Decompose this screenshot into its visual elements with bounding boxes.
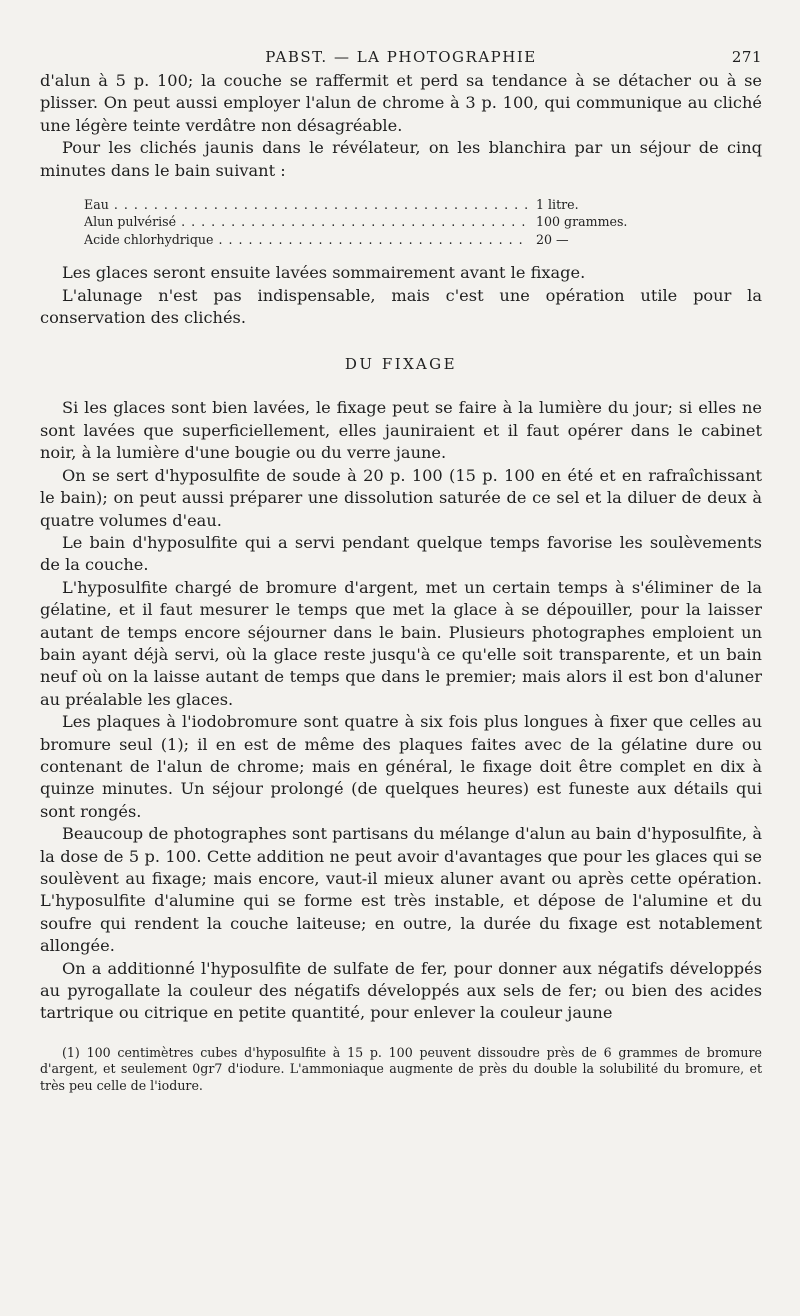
- footnote: (1) 100 centimètres cubes d'hyposulfite à 15 p. 100 peuvent dissoudre près de 6 grammes de bromure d'argent, et seulement 0gr7 d'iodure. L'ammoniaque augmente de près du double la solubilité du bromure, et très peu celle de l'iodure.: [40, 1044, 762, 1094]
- recipe-ingredient: Eau . . .: [84, 196, 528, 213]
- paragraph: d'alun à 5 p. 100; la couche se raffermit et perd sa tendance à se détacher ou à se plisser. On peut aussi employer l'alun de chrome à 3 p. 100, qui communique au cliché une légère teinte verdâtre non désagréable.: [40, 71, 762, 135]
- page-number: 271: [731, 48, 762, 66]
- recipe-quantity: 20 —: [536, 231, 569, 247]
- section-heading: DU FIXAGE: [344, 355, 458, 374]
- paragraph: Les plaques à l'iodobromure sont quatre à six fois plus longues à fixer que celles au bromure seul (1); il en est de même des plaques faites avec de la gélatine dure ou contenant de l'alun de chrome; mais en général, le fixage doit être complet en dix à quinze minutes. Un séjour prolongé (de quelques heures) est funeste aux détails qui sont rongés.: [40, 712, 762, 821]
- page-header: [40, 40, 762, 70]
- paragraph: Les glaces seront ensuite lavées sommairement avant le fixage.: [62, 263, 586, 283]
- recipe-ingredient: Alun pulvérisé . . .: [84, 213, 528, 230]
- paragraph: Pour les clichés jaunis dans le révélateur, on les blanchira par un séjour de cinq minutes dans le bain suivant :: [40, 138, 762, 180]
- recipe-item: [84, 213, 644, 230]
- paragraph: Si les glaces sont bien lavées, le fixage peut se faire à la lumière du jour; si elles ne sont lavées que superficiellement, elles jauniraient et il faut opérer dans le cabinet noir, à la lumière d'une bougie ou du verre jaune.: [40, 398, 762, 463]
- recipe-list: [84, 196, 644, 248]
- paragraph: L'alunage n'est pas indispensable, mais c'est une opération utile pour la conservation des clichés.: [40, 285, 762, 328]
- recipe-quantity: 100 grammes.: [536, 214, 628, 230]
- recipe-quantity: 1 litre.: [536, 197, 579, 213]
- recipe-item: [84, 231, 644, 248]
- paragraph: Beaucoup de photographes sont partisans du mélange d'alun au bain d'hyposulfite, à la dose de 5 p. 100. Cette addition ne peut avoir d'avantages que pour les glaces qui se soulèvent au fixage; mais encore, vaut-il mieux aluner avant ou après cette opération. L'hyposulfite d'alumine qui se forme est très instable, et dépose de l'alumine et du soufre qui rendent la couche laiteuse; en outre, la durée du fixage est notablement allongée.: [40, 824, 762, 956]
- book-page: [40, 40, 762, 1095]
- recipe-ingredient: Acide chlorhydrique . . .: [84, 231, 528, 248]
- paragraph: On se sert d'hyposulfite de soude à 20 p. 100 (15 p. 100 en été et en rafraîchissant le bain); on peut aussi préparer une dissolution saturée de ce sel et la diluer de deux à quatre volumes d'eau.: [40, 465, 762, 530]
- paragraph: On a additionné l'hyposulfite de sulfate de fer, pour donner aux négatifs développés au pyrogallate la couleur des négatifs développés aux sels de fer; ou bien des acides tartrique ou citrique en petite quantité, pour enlever la couleur jaune: [40, 958, 762, 1023]
- running-title: PABST. — LA PHOTOGRAPHIE: [265, 48, 537, 66]
- recipe-item: [84, 196, 644, 213]
- paragraph: L'hyposulfite chargé de bromure d'argent, met un certain temps à s'éliminer de la gélatine, et il faut mesurer le temps que met la glace à se dépouiller, pour la laisser autant de temps encore séjourner dans le bain. Plusieurs photographes emploient un bain ayant déjà servi, où la glace reste jusqu'à ce qu'elle soit transparente, et un bain neuf où on la laisse autant de temps que dans le premier; mais alors il est bon d'aluner au préalable les glaces.: [40, 577, 762, 709]
- paragraph: Le bain d'hyposulfite qui a servi pendant quelque temps favorise les soulèvements de la couche.: [40, 532, 762, 575]
